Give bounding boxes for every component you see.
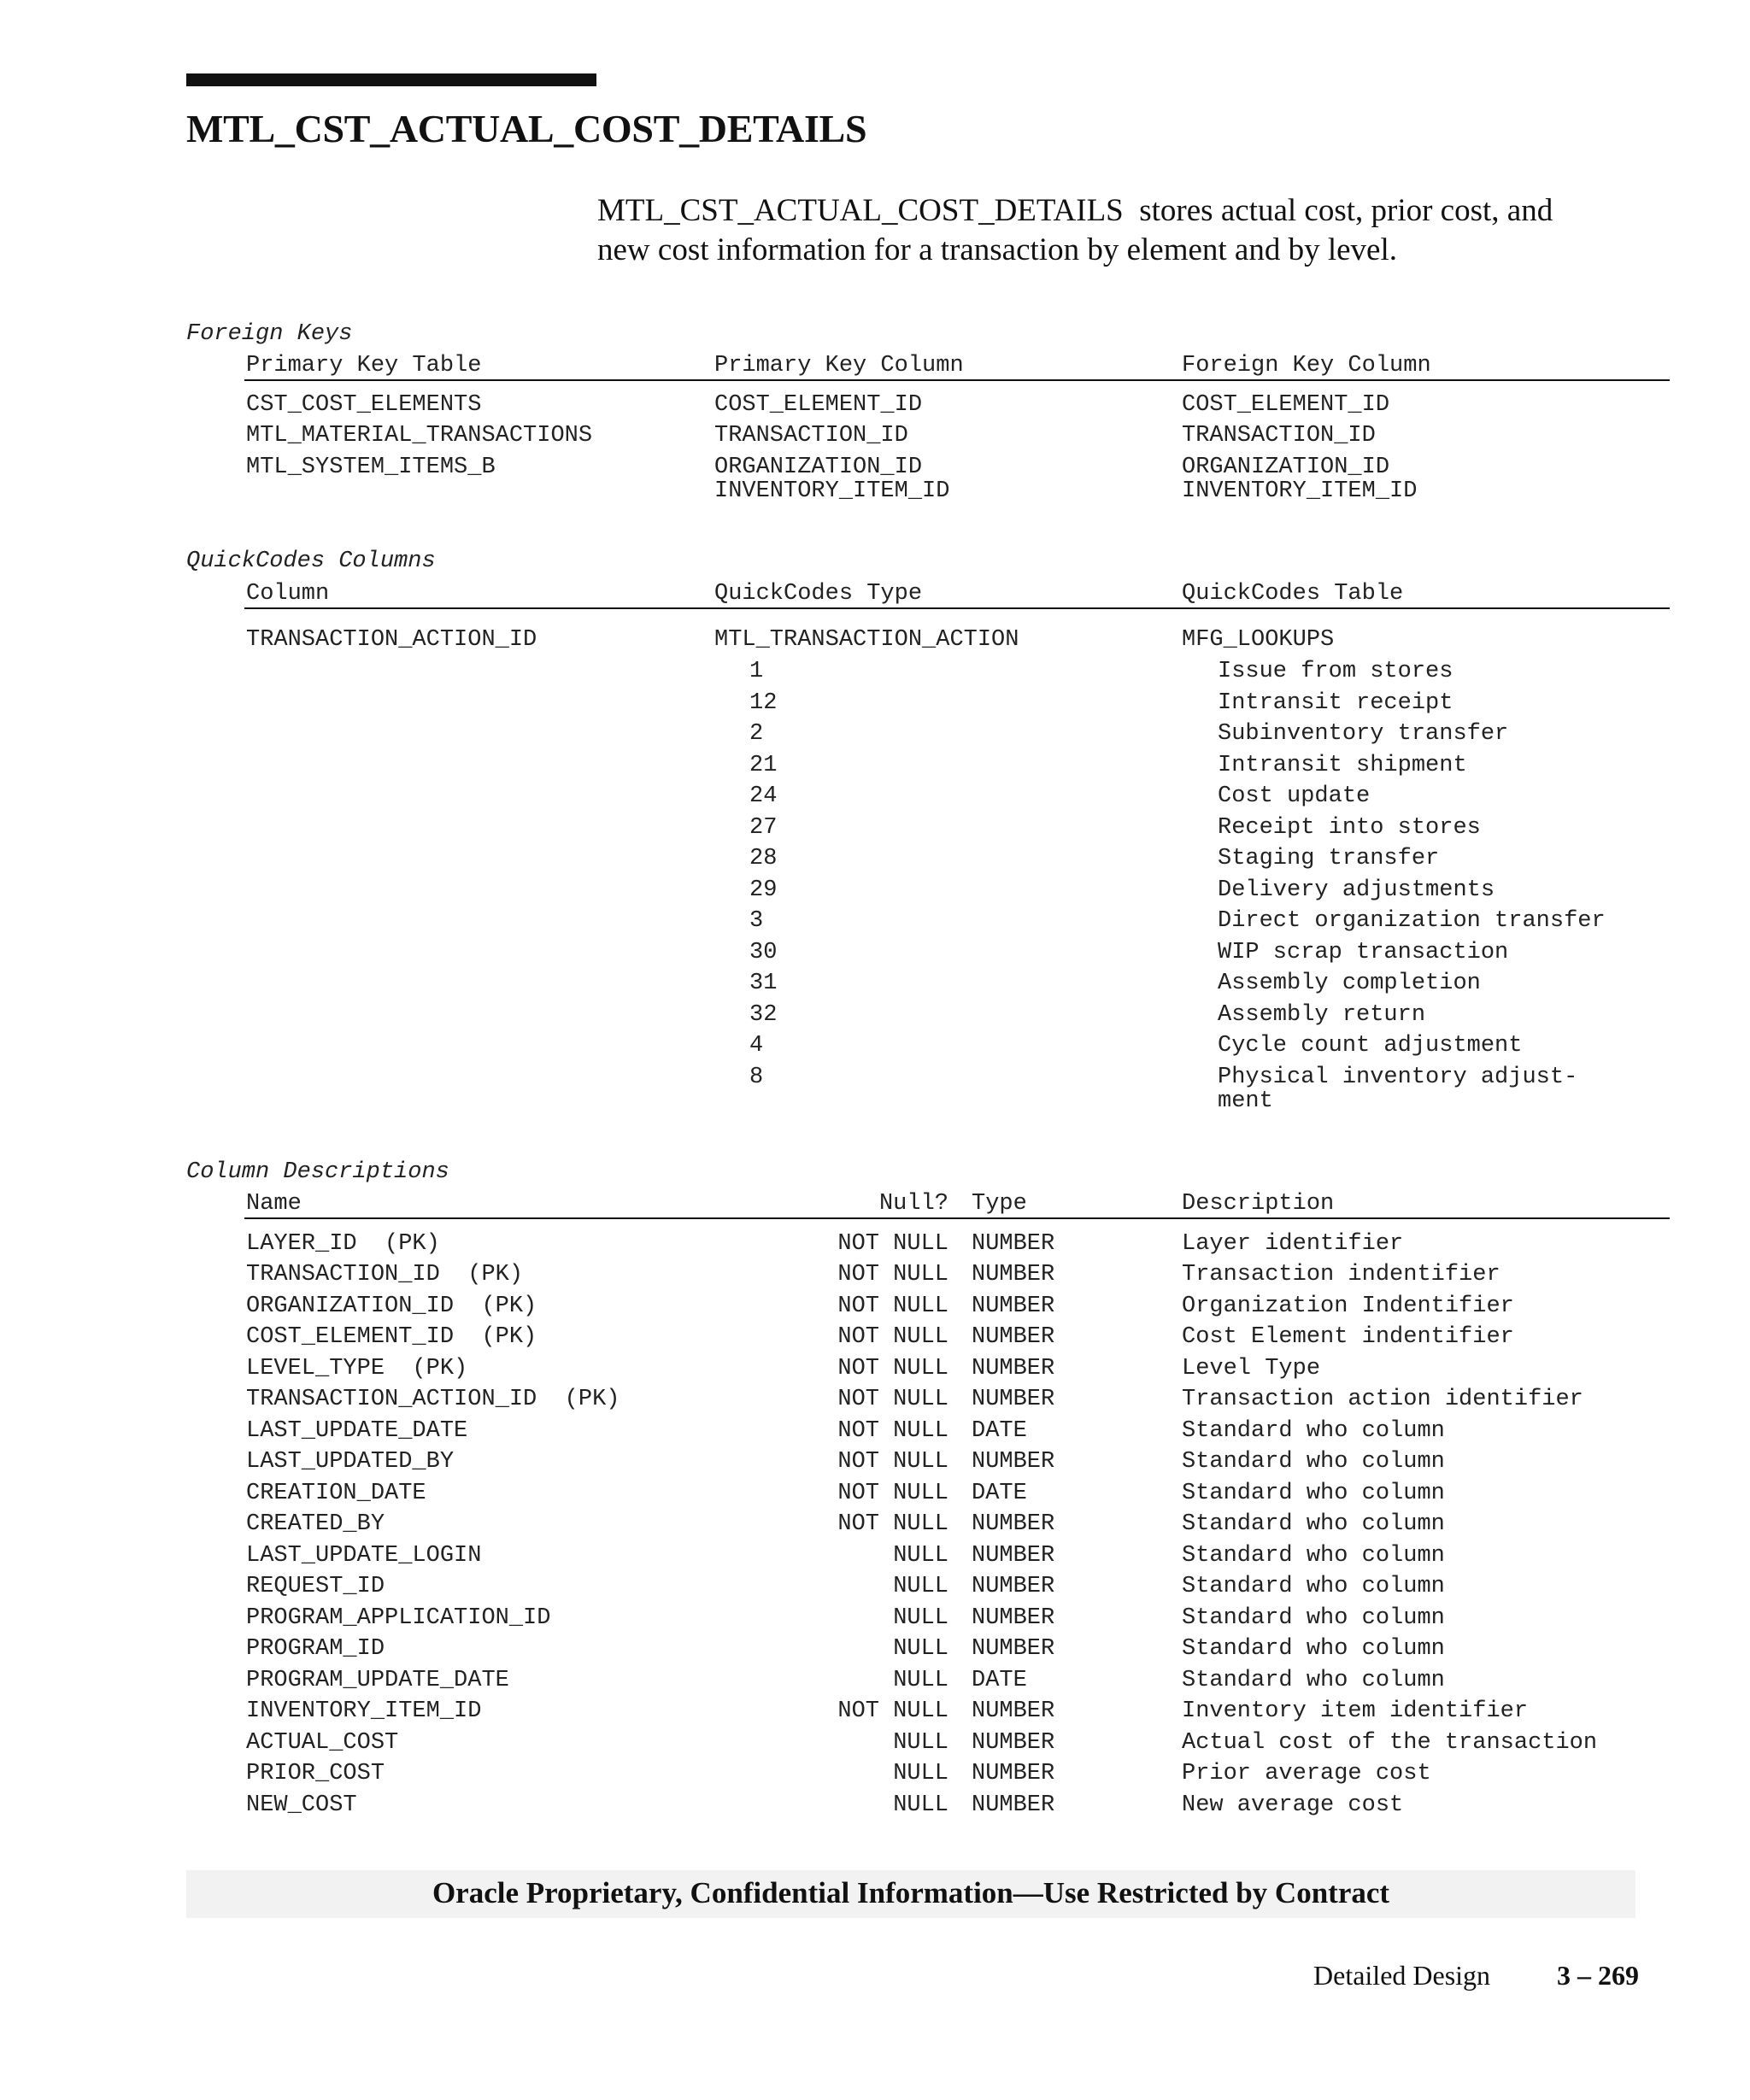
qc-meaning: Direct organization transfer <box>1218 908 1606 934</box>
fk-cell: ORGANIZATION_ID <box>714 455 923 480</box>
qc-code: 12 <box>749 690 778 716</box>
fk-header-pk-column: Primary Key Column <box>714 353 964 378</box>
qc-meaning: Physical inventory adjust- <box>1218 1065 1578 1090</box>
cd-null: NOT NULL <box>837 1356 948 1381</box>
cd-null: NOT NULL <box>837 1449 948 1475</box>
cd-description: New average cost <box>1182 1792 1404 1818</box>
fk-cell: TRANSACTION_ID <box>714 423 908 449</box>
cd-description: Standard who column <box>1182 1605 1445 1631</box>
cd-type: NUMBER <box>972 1293 1055 1319</box>
cd-name: PROGRAM_APPLICATION_ID <box>246 1605 551 1631</box>
cd-type: DATE <box>972 1668 1027 1693</box>
cd-type: NUMBER <box>972 1324 1055 1350</box>
cd-description: Standard who column <box>1182 1449 1445 1475</box>
qc-meaning: Delivery adjustments <box>1218 877 1495 903</box>
cd-name: ACTUAL_COST <box>246 1730 399 1756</box>
qc-code: 28 <box>749 846 778 871</box>
cd-name: TRANSACTION_ACTION_ID (PK) <box>246 1387 620 1412</box>
fk-cell: TRANSACTION_ID <box>1182 423 1376 449</box>
fk-cell: INVENTORY_ITEM_ID <box>1182 478 1418 504</box>
cd-type: NUMBER <box>972 1574 1055 1599</box>
qc-type: MTL_TRANSACTION_ACTION <box>714 627 1019 653</box>
qc-code: 8 <box>749 1065 764 1090</box>
cd-type: NUMBER <box>972 1387 1055 1412</box>
foreign-keys-label: Foreign Keys <box>186 321 353 347</box>
cd-name: PROGRAM_ID <box>246 1636 385 1662</box>
cd-type: NUMBER <box>972 1356 1055 1381</box>
qc-code: 24 <box>749 783 778 809</box>
qc-code: 30 <box>749 940 778 965</box>
qc-code: 32 <box>749 1002 778 1028</box>
cd-name: PROGRAM_UPDATE_DATE <box>246 1668 509 1693</box>
cd-header-name: Name <box>246 1191 302 1217</box>
cd-name: LAYER_ID (PK) <box>246 1231 440 1257</box>
qc-code: 4 <box>749 1033 764 1059</box>
qc-header-table: QuickCodes Table <box>1182 581 1404 607</box>
cd-description: Cost Element indentifier <box>1182 1324 1514 1350</box>
cd-name: LAST_UPDATE_DATE <box>246 1418 468 1444</box>
qc-code: 2 <box>749 721 764 747</box>
cd-null: NULL <box>893 1574 948 1599</box>
cd-name: NEW_COST <box>246 1792 357 1818</box>
fk-cell: ORGANIZATION_ID <box>1182 455 1390 480</box>
qc-meaning: Issue from stores <box>1218 659 1453 684</box>
footer-section-name: Detailed Design <box>1313 1960 1491 1991</box>
cd-type: NUMBER <box>972 1262 1055 1288</box>
cd-name: PRIOR_COST <box>246 1761 385 1786</box>
description-line: new cost information for a transaction by element and by level. <box>597 232 1398 267</box>
cd-description: Standard who column <box>1182 1418 1445 1444</box>
cd-type: NUMBER <box>972 1761 1055 1786</box>
qc-header-type: QuickCodes Type <box>714 581 923 607</box>
cd-null: NOT NULL <box>837 1324 948 1350</box>
cd-name: LAST_UPDATED_BY <box>246 1449 455 1475</box>
cd-description: Actual cost of the transaction <box>1182 1730 1598 1756</box>
qc-meaning: Cost update <box>1218 783 1371 809</box>
cd-type: NUMBER <box>972 1449 1055 1475</box>
qc-code: 3 <box>749 908 764 934</box>
cd-type: NUMBER <box>972 1543 1055 1569</box>
cd-header-description: Description <box>1182 1191 1335 1217</box>
qc-meaning: Subinventory transfer <box>1218 721 1509 747</box>
cd-name: REQUEST_ID <box>246 1574 385 1599</box>
cd-description: Prior average cost <box>1182 1761 1431 1786</box>
cd-description: Standard who column <box>1182 1543 1445 1569</box>
cd-type: NUMBER <box>972 1698 1055 1724</box>
qc-meaning: Cycle count adjustment <box>1218 1033 1523 1059</box>
confidential-notice: Oracle Proprietary, Confidential Information––Use Restricted by Contract <box>432 1876 1390 1909</box>
qc-meaning: WIP scrap transaction <box>1218 940 1509 965</box>
cd-description: Standard who column <box>1182 1574 1445 1599</box>
cd-null: NOT NULL <box>837 1387 948 1412</box>
cd-type: NUMBER <box>972 1636 1055 1662</box>
cd-null: NOT NULL <box>837 1262 948 1288</box>
cd-type: NUMBER <box>972 1730 1055 1756</box>
cd-description: Standard who column <box>1182 1511 1445 1537</box>
cd-name: COST_ELEMENT_ID (PK) <box>246 1324 537 1350</box>
qc-table: MFG_LOOKUPS <box>1182 627 1335 653</box>
cd-null: NOT NULL <box>837 1698 948 1724</box>
qc-meaning: Receipt into stores <box>1218 815 1481 841</box>
table-description <box>597 191 1648 270</box>
cd-description: Standard who column <box>1182 1636 1445 1662</box>
cd-name: TRANSACTION_ID (PK) <box>246 1262 524 1288</box>
qc-column: TRANSACTION_ACTION_ID <box>246 627 537 653</box>
cd-null: NULL <box>893 1543 948 1569</box>
qc-meaning: Assembly return <box>1218 1002 1426 1028</box>
cd-type: NUMBER <box>972 1231 1055 1257</box>
qc-meaning: Intransit shipment <box>1218 753 1467 778</box>
cd-null: NULL <box>893 1792 948 1818</box>
qc-meaning: Assembly completion <box>1218 971 1481 996</box>
qc-meaning: Staging transfer <box>1218 846 1440 871</box>
cd-type: DATE <box>972 1481 1027 1506</box>
fk-cell: INVENTORY_ITEM_ID <box>714 478 950 504</box>
quickcodes-label: QuickCodes Columns <box>186 548 436 574</box>
cd-header-null: Null? <box>878 1191 948 1217</box>
cd-null: NOT NULL <box>837 1293 948 1319</box>
qc-code: 29 <box>749 877 778 903</box>
qc-code: 31 <box>749 971 778 996</box>
fk-cell: MTL_SYSTEM_ITEMS_B <box>246 455 496 480</box>
qc-meaning: ment <box>1218 1088 1273 1114</box>
cd-null: NULL <box>893 1761 948 1786</box>
fk-cell: CST_COST_ELEMENTS <box>246 392 482 418</box>
cd-null: NOT NULL <box>837 1481 948 1506</box>
cd-name: LEVEL_TYPE (PK) <box>246 1356 468 1381</box>
cd-type: NUMBER <box>972 1511 1055 1537</box>
cd-description: Organization Indentifier <box>1182 1293 1514 1319</box>
cd-description: Transaction indentifier <box>1182 1262 1500 1288</box>
cd-description: Level Type <box>1182 1356 1321 1381</box>
qc-meaning: Intransit receipt <box>1218 690 1453 716</box>
cd-description: Standard who column <box>1182 1481 1445 1506</box>
cd-null: NULL <box>893 1668 948 1693</box>
cd-name: CREATION_DATE <box>246 1481 426 1506</box>
cd-null: NULL <box>893 1605 948 1631</box>
cd-null: NULL <box>893 1636 948 1662</box>
cd-name: ORGANIZATION_ID (PK) <box>246 1293 537 1319</box>
cd-description: Transaction action identifier <box>1182 1387 1583 1412</box>
qc-code: 27 <box>749 815 778 841</box>
cd-null: NOT NULL <box>837 1231 948 1257</box>
qc-header-column: Column <box>246 581 330 607</box>
cd-header-rule <box>244 1217 1670 1219</box>
fk-header-pk-table: Primary Key Table <box>246 353 482 378</box>
cd-name: LAST_UPDATE_LOGIN <box>246 1543 482 1569</box>
qc-code: 1 <box>749 659 764 684</box>
description-line: MTL_CST_ACTUAL_COST_DETAILS stores actual cost, prior cost, and <box>597 193 1553 228</box>
fk-header-rule <box>244 379 1670 381</box>
cd-type: NUMBER <box>972 1605 1055 1631</box>
fk-cell: MTL_MATERIAL_TRANSACTIONS <box>246 423 593 449</box>
fk-cell: COST_ELEMENT_ID <box>714 392 923 418</box>
cd-description: Standard who column <box>1182 1668 1445 1693</box>
column-descriptions-label: Column Descriptions <box>186 1159 449 1185</box>
cd-type: DATE <box>972 1418 1027 1444</box>
cd-null: NOT NULL <box>837 1418 948 1444</box>
fk-cell: COST_ELEMENT_ID <box>1182 392 1390 418</box>
page-title: MTL_CST_ACTUAL_COST_DETAILS <box>186 107 867 150</box>
qc-header-rule <box>244 607 1670 609</box>
cd-name: INVENTORY_ITEM_ID <box>246 1698 482 1724</box>
cd-header-type: Type <box>972 1191 1027 1217</box>
cd-description: Inventory item identifier <box>1182 1698 1529 1724</box>
cd-name: CREATED_BY <box>246 1511 385 1537</box>
cd-null: NULL <box>893 1730 948 1756</box>
qc-code: 21 <box>749 753 778 778</box>
page-number: 3 – 269 <box>1557 1960 1639 1991</box>
fk-header-fk-column: Foreign Key Column <box>1182 353 1431 378</box>
cd-type: NUMBER <box>972 1792 1055 1818</box>
cd-null: NOT NULL <box>837 1511 948 1537</box>
title-rule <box>186 73 596 86</box>
cd-description: Layer identifier <box>1182 1231 1404 1257</box>
